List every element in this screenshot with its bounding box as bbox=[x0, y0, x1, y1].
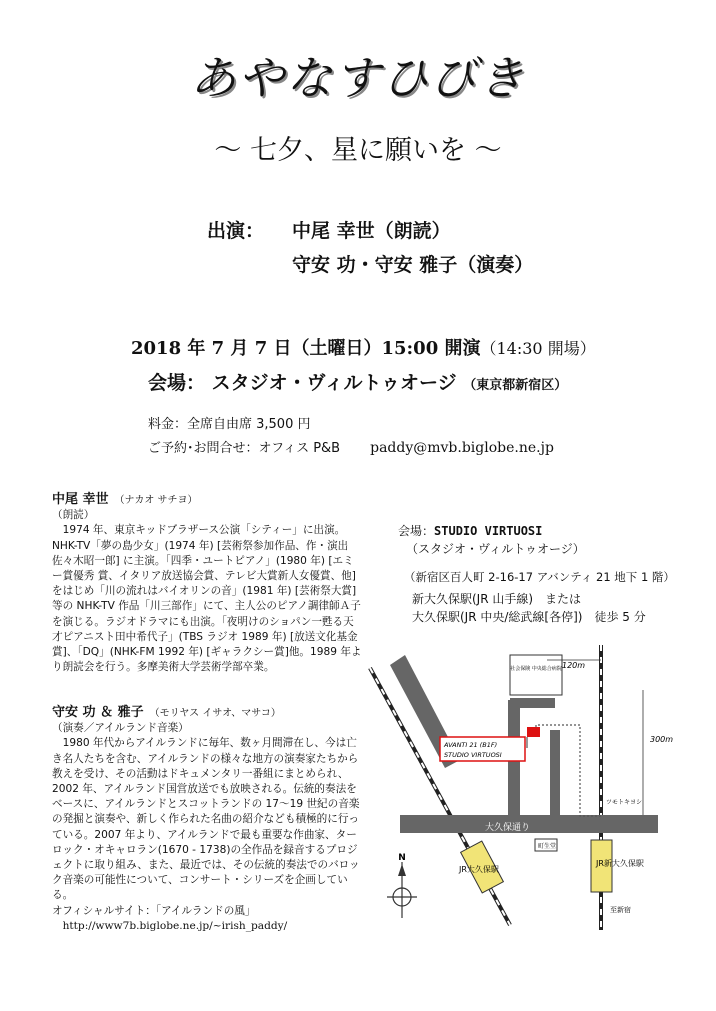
map-label-building: 社会保険 中央総合病院 bbox=[510, 666, 562, 672]
walking-route bbox=[536, 725, 601, 816]
bio-role: （演奏／アイルランド音楽） bbox=[52, 722, 189, 735]
bio-text: 1980 年代からアイルランドに毎年、数ヶ月間滞在し、今は亡き名人たちを含む、アイルランドの様々な地方の演奏家たちから教えを受け、その活動はドキュメンタリ一番組にまとめられ、2002 年、アイルランド国営放送でも放映される。伝統的奏法をベースに、アイルランドとスコットランドの 17～19 世紀の音楽の発掘と演奏や、新しく作られた名曲の紹介なども積極的に行っている。2007 年より、アイルランドで最も重要な作曲家、ターロック・オキャロラン(1670 - 1738)の全作品を録音するプロジェクトに取り組み、また、最近では、その伝統的奏法でのバロック音楽の可能性について、コンサート・シリーズを企画している。 bbox=[52, 737, 360, 902]
map-label-300: 300m bbox=[650, 735, 674, 744]
bio-kana: （モリヤス イサオ、マサコ） bbox=[149, 708, 281, 719]
bio-role: （朗読） bbox=[52, 509, 95, 522]
bio-name: 守安 功 ＆ 雅子 bbox=[52, 705, 144, 720]
cast-performer-2: 守安 功・守安 雅子（演奏） bbox=[292, 254, 534, 276]
event-datetime bbox=[131, 334, 596, 360]
site-label: オフィシャルサイト：「アイルランドの風」 bbox=[52, 904, 256, 917]
map-label-shop: ツモトキヨシ bbox=[606, 799, 643, 806]
site-url[interactable]: http://www7b.biglobe.ne.jp/~irish_paddy/ bbox=[62, 919, 288, 932]
map-label-jr-okubo: JR大久保駅 bbox=[459, 865, 499, 874]
event-doors: （14:30 開場） bbox=[480, 339, 596, 358]
bio-kana: （ナカオ サチヨ） bbox=[114, 495, 198, 506]
access-venue bbox=[398, 522, 585, 558]
north-compass-icon bbox=[387, 853, 417, 918]
bio-nakao bbox=[52, 492, 364, 675]
venue-marker-icon bbox=[527, 727, 540, 737]
map-label-shinjuku: 至新宿 bbox=[610, 906, 631, 914]
event-price: 料金：全席自由席 3,500 円 bbox=[148, 417, 311, 432]
map-label-koban: 町生堂 bbox=[538, 843, 557, 850]
event-start: 2018 年 7 月 7 日（土曜日）15:00 開演 bbox=[131, 338, 481, 359]
contact-email[interactable]: paddy@mvb.biglobe.ne.jp bbox=[370, 440, 554, 456]
access-route-2: 大久保駅(JR 中央/総武線[各停]) 徒歩 5 分 bbox=[412, 610, 646, 624]
venue-name: スタジオ・ヴィルトゥオージ bbox=[211, 372, 457, 394]
access-map bbox=[360, 640, 700, 940]
page-title: あやなすひびき bbox=[190, 51, 526, 105]
hospital-block bbox=[510, 655, 562, 695]
map-label-studio: STUDIO VIRTUOSI bbox=[444, 751, 502, 759]
cast-performer-1: 中尾 幸世（朗読） bbox=[292, 220, 451, 242]
venue-label: 会場： bbox=[148, 372, 206, 394]
event-venue bbox=[148, 368, 567, 395]
access-routes bbox=[412, 590, 646, 626]
map-label-jr-shinokubo: JR新大久保駅 bbox=[596, 859, 644, 868]
cast-label: 出演： bbox=[207, 220, 265, 242]
access-venue-en: STUDIO VIRTUOSI bbox=[434, 524, 543, 538]
bio-text: 1974 年、東京キッドブラザース公演「シティー」に出演。NHK-TV「夢の島少女」(1974 年) [芸術祭参加作品、作・演出 佐々木昭一郎] に主演。「四季・ユートピアノ」(1980 年) [エミー賞優秀 賞、イタリア放送協会賞、テレビ大賞新人女優賞、他]をはじめ「川の流れはバイオリンの音」(1981 年) [芸術祭大賞]等の NHK-TV 作品「川三部作」にて、主人公のピアノ調律師Ａ子を演じる。ラジオドラマにも出演。「夜明けのショパン一甦る天才ピアニスト田中希代子」(TBS ラジオ 1989 年) [放送文化基金賞]、「DQ」(NHK-FM 1992 年) [ギャラクシー賞]他。1989 年より朗読会を行う。多摩美術大学芸術学部卒業。 bbox=[52, 524, 362, 674]
event-contact bbox=[148, 437, 554, 456]
access-venue-label: 会場： bbox=[398, 524, 435, 538]
map-label-okubo-dori: 大久保通り bbox=[485, 823, 531, 833]
contact-label: ご予約･お問合せ：オフィス P&B bbox=[148, 441, 341, 456]
map-label-avanti: AVANTI 21 (B1F) bbox=[444, 741, 498, 749]
access-venue-kana: （スタジオ・ヴィルトゥオージ） bbox=[406, 542, 585, 556]
bio-moriyasu bbox=[52, 705, 364, 934]
bio-name: 中尾 幸世 bbox=[52, 492, 109, 507]
venue-area: （東京都新宿区） bbox=[463, 378, 568, 393]
map-label-120: 120m bbox=[562, 661, 586, 670]
map-label-north: N bbox=[398, 853, 406, 863]
page-subtitle: ～ 七夕、星に願いを ～ bbox=[214, 135, 502, 166]
access-address: （新宿区百人町 2-16-17 アバンティ 21 地下 1 階） bbox=[404, 570, 675, 584]
access-route-1: 新大久保駅(JR 山手線) または bbox=[412, 592, 582, 606]
